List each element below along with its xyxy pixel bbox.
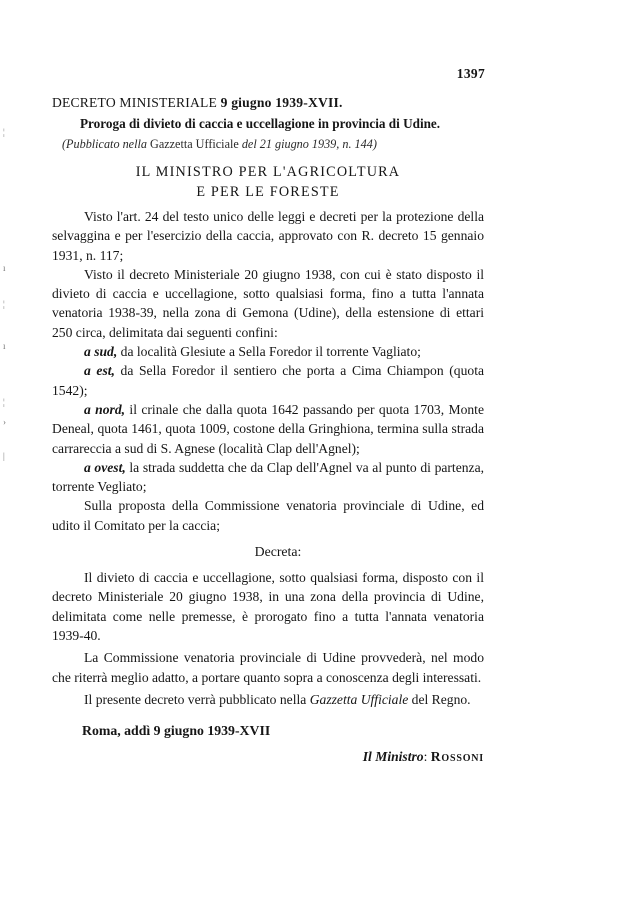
boundary-direction: a est, bbox=[84, 363, 115, 379]
boundary-text: da località Glesiute a Sella Foredor il torrente Vagliato; bbox=[120, 344, 421, 360]
decree-header bbox=[52, 92, 484, 113]
publication-prefix: (Pubblicato nella bbox=[62, 137, 147, 151]
boundary-east bbox=[52, 361, 484, 400]
decreta-heading: Decreta: bbox=[254, 544, 302, 560]
boundary-direction: a ovest, bbox=[84, 459, 126, 475]
boundary-south bbox=[52, 342, 484, 361]
signature-name: Rossoni bbox=[430, 749, 484, 765]
signature-role: Il Ministro bbox=[362, 749, 424, 765]
decree-date: 9 giugno 1939-XVII. bbox=[220, 95, 343, 110]
boundary-text: la strada suddetta che da Clap dell'Agnel va al punto di partenza, torrente Vegliato; bbox=[52, 459, 484, 495]
boundary-text: da Sella Foredor il sentiero che porta a Cima Chiampon (quota 1542); bbox=[52, 363, 484, 398]
minister-title-line-1: IL MINISTRO PER L'AGRICOLTURA bbox=[135, 164, 401, 180]
article-paragraph: La Commissione venatoria provinciale di Udine provvederà, nel modo che riterrà meglio adatto, a portare quanto sopra a conoscenza degli interessati. bbox=[52, 650, 484, 685]
decree-body bbox=[52, 92, 484, 767]
minister-title bbox=[52, 162, 484, 202]
publication-note bbox=[62, 135, 484, 153]
minister-title-line-2: E PER LE FORESTE bbox=[196, 184, 340, 200]
publication-clause-after: del Regno. bbox=[411, 691, 471, 707]
publication-clause-gazette: Gazzetta Ufficiale bbox=[309, 691, 409, 707]
recital-paragraph: Visto il decreto Ministeriale 20 giugno 1938, con cui è stato disposto il divieto di caccia e uccellagione, sotto qualsiasi forma, fino a tutta l'annata venatoria 1938-39, nella zona di Gemona (Udine), della estensione di ettari 250 circa, delimitata dai seguenti confini: bbox=[52, 266, 484, 340]
publication-gazette: Gazzetta Ufficiale bbox=[150, 137, 239, 151]
margin-scan-marks: ¦ ı ¦ ı ¦ › | bbox=[3, 127, 6, 461]
boundary-direction: a nord, bbox=[84, 401, 126, 417]
proposal-paragraph: Sulla proposta della Commissione venatoria provinciale di Udine, ed udito il Comitato per la caccia; bbox=[52, 498, 484, 533]
publication-suffix: del 21 giugno 1939, n. 144) bbox=[241, 137, 377, 151]
place-date-line: Roma, addì 9 giugno 1939-XVII bbox=[82, 723, 271, 739]
boundary-text: il crinale che dalla quota 1642 passando per quota 1703, Monte Deneal, quota 1461, quota 1009, costone della Gringhiona, termina sulla strada carrareccia a sud di S. Agnese (località Clap dell'Agnel); bbox=[52, 401, 484, 456]
page-number: 1397 bbox=[456, 66, 485, 81]
boundary-west bbox=[52, 458, 484, 497]
publication-clause bbox=[52, 690, 484, 709]
article-paragraph: Il divieto di caccia e uccellagione, sotto qualsiasi forma, disposto con il decreto Ministeriale 20 giugno 1938, in una zona della provincia di Udine, delimitata come nelle premesse, è prorogato fino a tutta l'annata venatoria 1939-40. bbox=[52, 570, 484, 643]
boundary-direction: a sud, bbox=[84, 344, 118, 360]
signature-colon: : bbox=[423, 749, 428, 765]
decree-title: DECRETO MINISTERIALE bbox=[52, 95, 217, 110]
boundary-north bbox=[52, 400, 484, 458]
decree-subject: Proroga di divieto di caccia e uccellagione in provincia di Udine. bbox=[80, 116, 441, 131]
publication-clause-before: Il presente decreto verrà pubblicato nella bbox=[84, 691, 307, 707]
recital-paragraph: Visto l'art. 24 del testo unico delle leggi e decreti per la protezione della selvaggina e per l'esercizio della caccia, approvato con R. decreto 15 gennaio 1931, n. 117; bbox=[52, 209, 484, 263]
signature-line bbox=[52, 747, 484, 767]
